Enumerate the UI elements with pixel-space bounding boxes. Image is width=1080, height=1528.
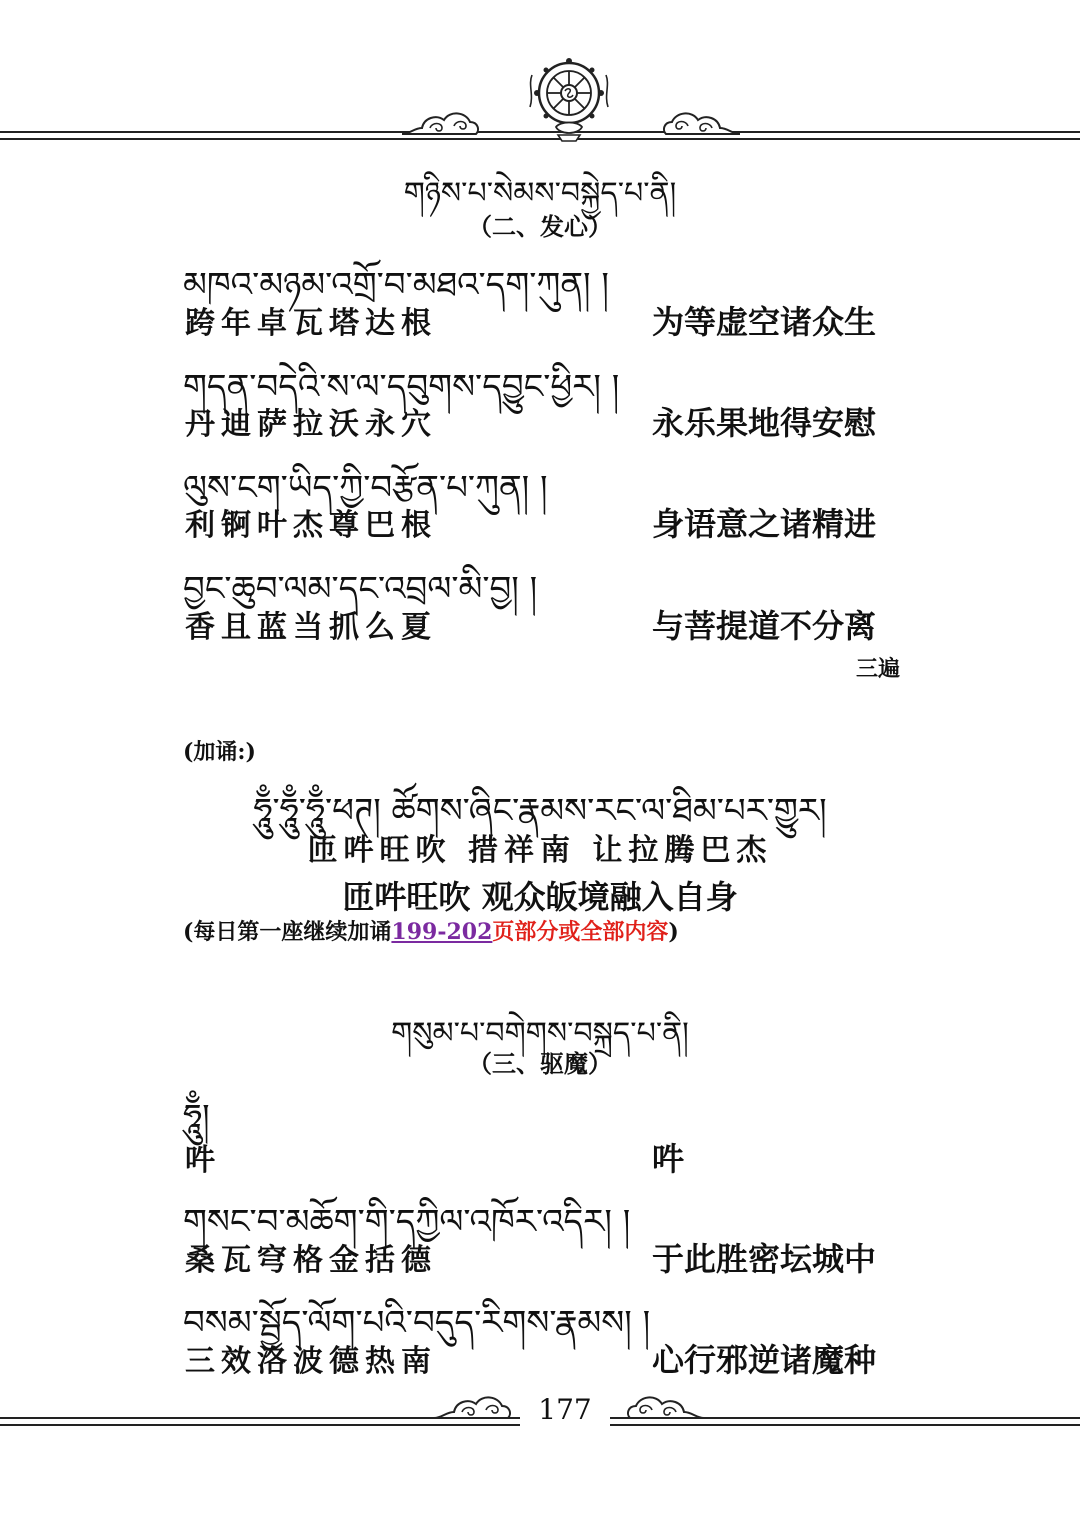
verse-tibetan: བྱང་ཆུབ་ལམ་དང་འབྲལ་མི་བྱ། ། [183,569,538,609]
addition-pinyin: 匝吽旺吹 措祥南 让拉腾巴杰 [307,833,773,868]
verse-translation: 心行邪逆诸魔种 [652,1341,877,1379]
addition-translation: 匝吽旺吹 观众皈境融入自身 [342,878,738,916]
addition-tibetan: ཧཱུྃ་ཧཱུྃ་ཧཱུྃ་ཕཊ། ཚོགས་ཞིང་རྣམས་རང་ལ་ཐིམ་པར་གྱུར། [253,791,827,831]
cloud-ornament-icon [626,1392,706,1422]
verse-pinyin: 吽 [185,1143,221,1178]
page-range-link[interactable]: 199-202 [391,919,493,945]
verse-translation: 吽 [652,1140,685,1178]
section2-subtitle: （二、发心） [468,212,612,241]
cloud-ornament-icon [432,1392,512,1422]
verse-translation: 与菩提道不分离 [652,607,877,645]
verse-translation: 于此胜密坛城中 [652,1240,877,1278]
addition-label: (加诵:) [183,739,256,765]
verse-translation: 身语意之诸精进 [652,505,877,543]
addition-note [183,915,679,946]
addition-note-prefix: (每日第一座继续加诵 [183,919,392,945]
verse-pinyin: 利锕叶杰尊巴根 [185,508,437,543]
verse-pinyin: 桑瓦穹格金括德 [185,1243,437,1278]
addition-note-red: 页部分或全部内容 [492,919,669,945]
verse-tibetan: ཧཱུྃ། [183,1097,210,1137]
verse-pinyin: 三效洛波德热南 [185,1344,437,1379]
cloud-ornament-icon [662,108,742,138]
section2-tibetan-title: གཉིས་པ་སེམས་བསྐྱེད་པ་ནི། [403,176,677,211]
repeat-note: 三遍 [856,656,901,682]
verse-translation: 为等虚空诸众生 [652,303,877,341]
page-number: 177 [520,1393,610,1426]
verse-tibetan: ལུས་ངག་ཡིད་ཀྱི་བརྩོན་པ་ཀུན། ། [183,468,548,508]
cloud-ornament-icon [400,108,480,138]
verse-translation: 永乐果地得安慰 [652,404,877,442]
section3-subtitle: （三、驱魔） [468,1049,612,1078]
verse-pinyin: 丹迪萨拉沃永穴 [185,407,437,442]
verse-tibetan: གསང་བ་མཆོག་གི་དཀྱིལ་འཁོར་འདིར། ། [183,1202,631,1242]
verse-pinyin: 跨年卓瓦塔达根 [185,306,437,341]
dharma-wheel-icon [528,55,610,145]
verse-tibetan: མཁའ་མཉམ་འགྲོ་བ་མཐའ་དག་ཀུན། ། [183,265,609,305]
verse-tibetan: གདན་བདེའི་ས་ལ་དབུགས་དབྱུང་ཕྱིར། ། [183,367,620,407]
addition-note-suffix: ) [668,919,679,945]
verse-pinyin: 香且蓝当抓么夏 [185,610,437,645]
verse-tibetan: བསམ་སྦྱོད་ལོག་པའི་བདུད་རིགས་རྣམས། ། [183,1303,651,1343]
section3-tibetan-title: གསུམ་པ་བགེགས་བསྐྲད་པ་ནི། [391,1016,689,1051]
